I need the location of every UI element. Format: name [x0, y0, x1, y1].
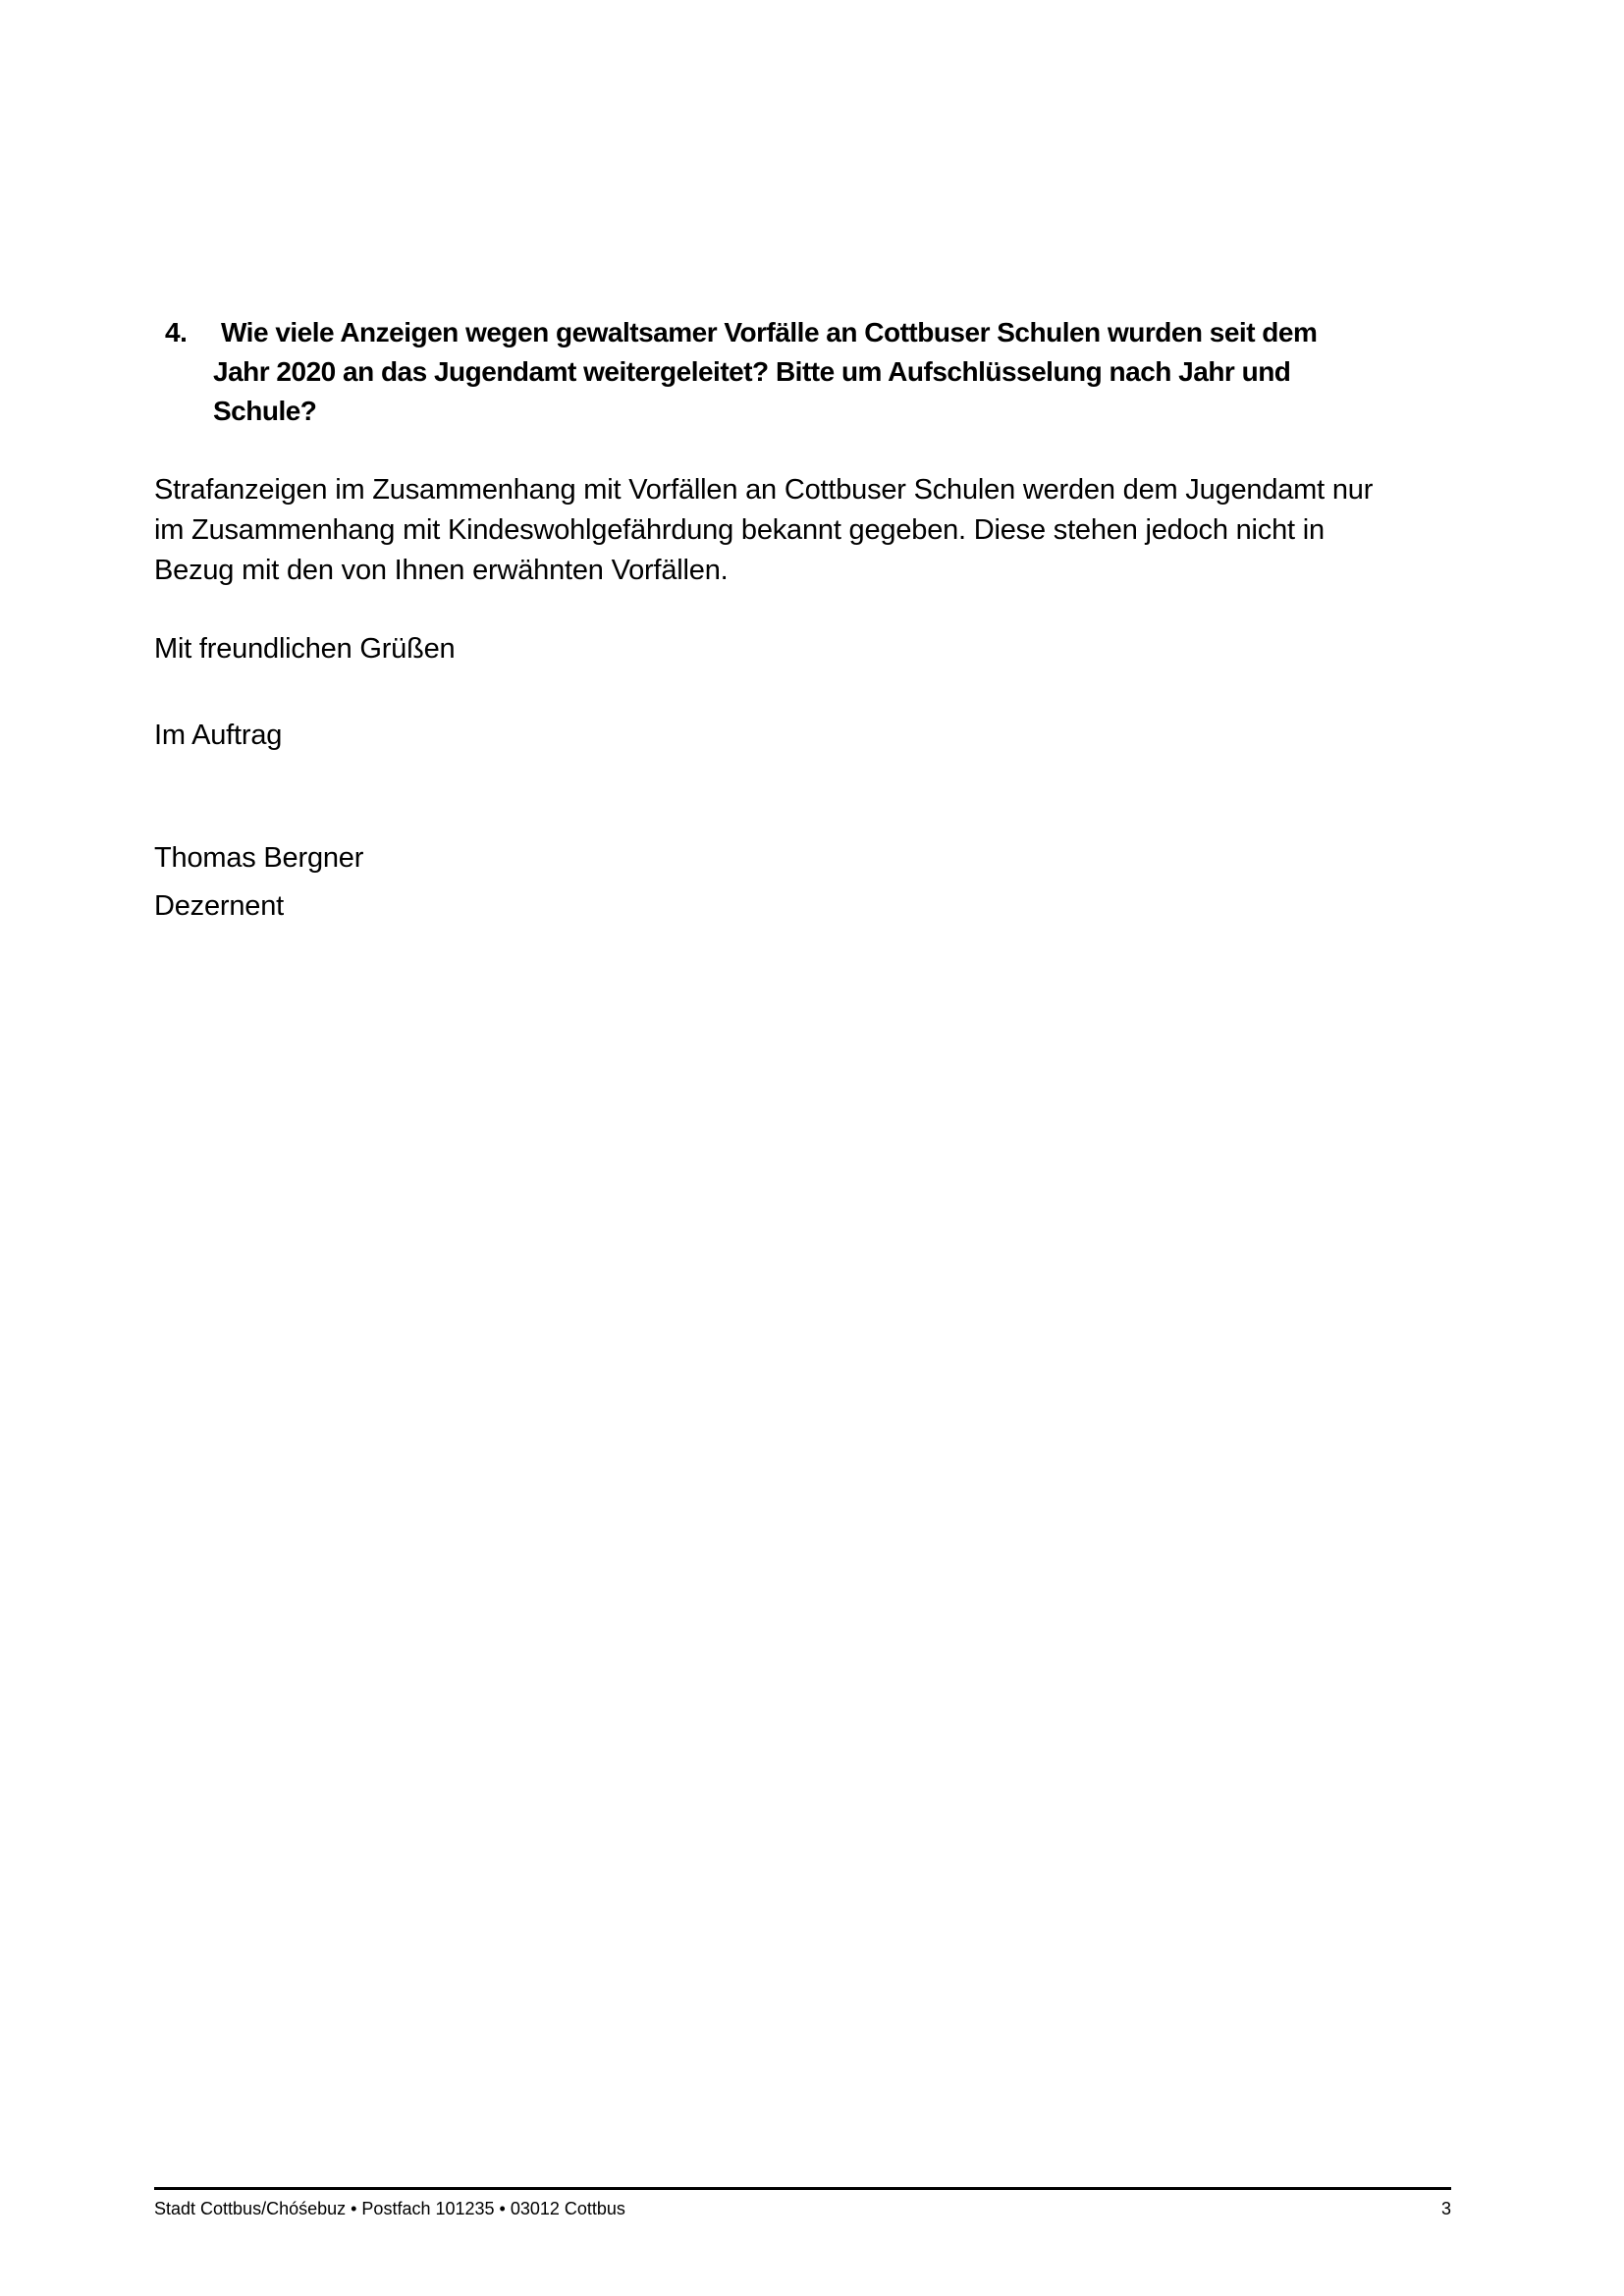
footer-divider: [154, 2187, 1451, 2190]
answer-line: im Zusammenhang mit Kindeswohlgefährdung bekannt gegeben. Diese stehen jedoch nicht in: [154, 514, 1325, 546]
closing-salutation: Mit freundlichen Grüßen: [154, 633, 456, 665]
question-item: [165, 313, 1317, 431]
page-number: 3: [1440, 2199, 1451, 2218]
footer-address: Stadt Cottbus/Chóśebuz • Postfach 101235 • 03012 Cottbus: [154, 2199, 625, 2218]
question-line: Jahr 2020 an das Jugendamt weitergeleitet? Bitte um Aufschlüsselung nach Jahr und: [213, 356, 1291, 387]
answer-line: Bezug mit den von Ihnen erwähnten Vorfällen.: [154, 555, 729, 586]
signer-name: Thomas Bergner: [154, 842, 364, 874]
question-text: [213, 313, 1317, 431]
page-footer: [154, 2198, 1451, 2219]
answer-line: Strafanzeigen im Zusammenhang mit Vorfällen an Cottbuser Schulen werden dem Jugendamt nur: [154, 474, 1374, 506]
closing-on-behalf: Im Auftrag: [154, 720, 283, 751]
question-number: 4.: [165, 317, 188, 347]
question-line: Schule?: [213, 396, 317, 426]
answer-paragraph: [154, 470, 1373, 591]
signer-title: Dezernent: [154, 890, 284, 922]
question-line: Wie viele Anzeigen wegen gewaltsamer Vorfälle an Cottbuser Schulen wurden seit dem: [221, 317, 1318, 347]
